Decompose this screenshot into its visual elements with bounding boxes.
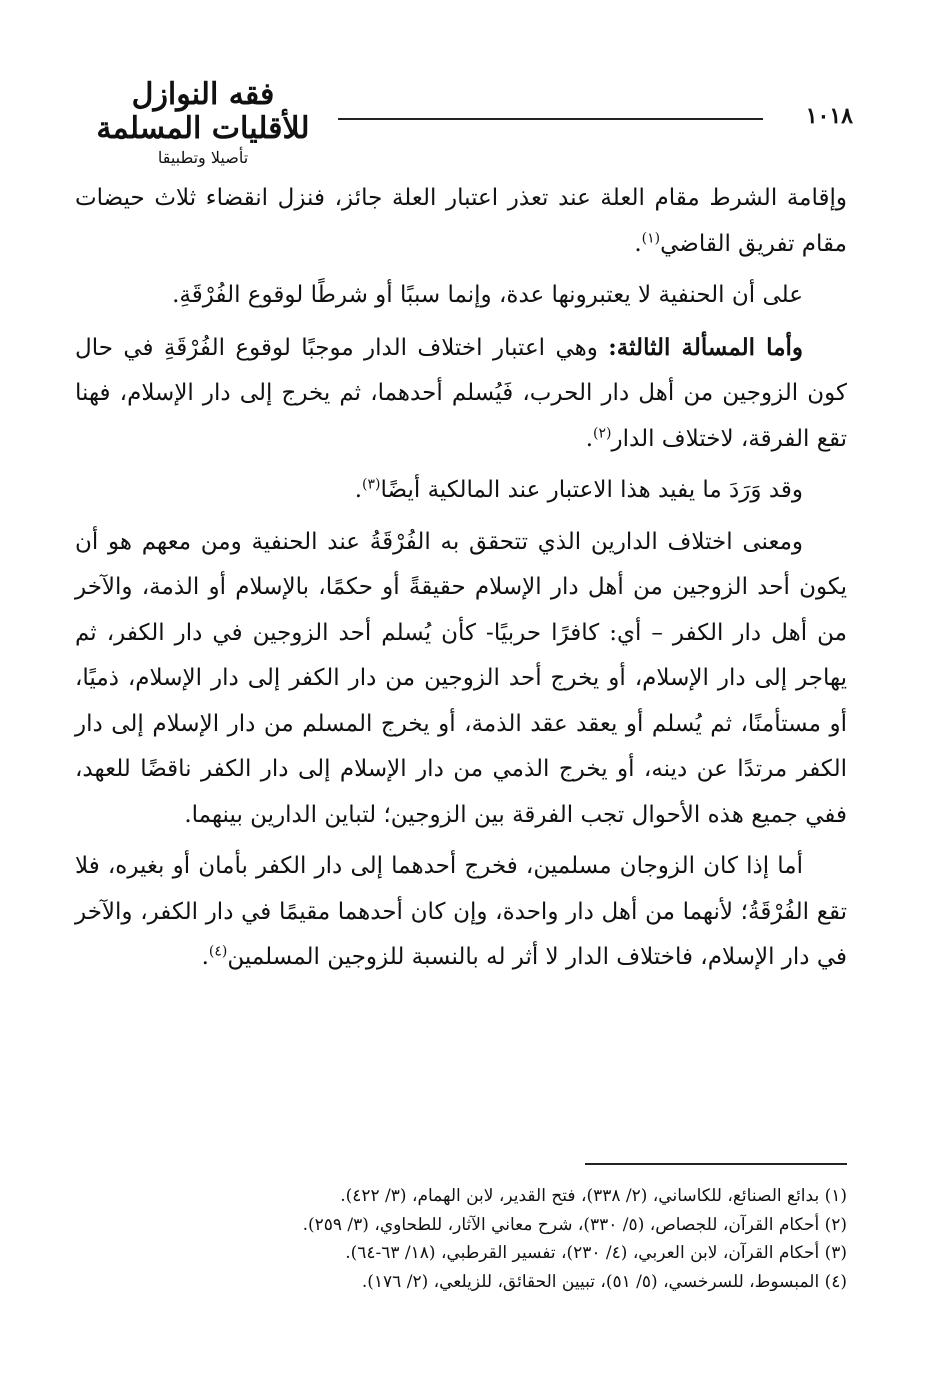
footnote: (١) بدائع الصنائع، للكاساني، (٢/ ٣٣٨)، فتح القدير، لابن الهمام، (٣/ ٤٢٢).: [340, 1186, 847, 1206]
paragraph: [75, 520, 847, 839]
footnotes: [87, 1182, 847, 1296]
header-rule: [338, 118, 763, 120]
paragraph-text: وقد وَرَدَ ما يفيد هذا الاعتبار عند المالكية أيضًا: [380, 477, 803, 503]
paragraph: [75, 468, 847, 514]
main-text: [75, 176, 847, 987]
paragraph-end: .: [354, 477, 363, 503]
paragraph: [75, 273, 847, 319]
footnote: (٣) أحكام القرآن، لابن العربي، (٤/ ٢٣٠)، تفسير القرطبي، (١٨/ ٦٣-٦٤).: [345, 1243, 847, 1263]
footnote: (٤) المبسوط، للسرخسي، (٥/ ٥١)، تبيين الحقائق، للزيلعي، (٢/ ١٧٦).: [361, 1271, 847, 1292]
paragraph-text: وهي اعتبار اختلاف الدار موجبًا لوقوع الفُرْقَةِ في حال كون الزوجين من أهل دار الحرب، فَيُسلم أحدهما، ثم يخرج إلى دار الإسلام، فهنا تقع الفرقة، لاختلاف الدار: [75, 334, 847, 452]
book-title-block: [78, 78, 328, 168]
footnote-ref: (٤): [208, 943, 228, 960]
paragraph-text: على أن الحنفية لا يعتبرونها عدة، وإنما سببًا أو شرطًا لوقوع الفُرْقَةِ.: [172, 282, 803, 308]
paragraph: [75, 325, 847, 463]
paragraph-end: .: [634, 230, 642, 257]
page-header: [78, 77, 853, 167]
paragraph-text: وإقامة الشرط مقام العلة عند تعذر اعتبار العلة جائز، فنزل انقضاء ثلاث حيضات مقام تفريق القاضي: [75, 185, 847, 257]
paragraph-text: ومعنى اختلاف الدارين الذي تتحقق به الفُرْقَةُ عند الحنفية ومن معهم هو أن يكون أحد الزوجين من أهل دار الإسلام حقيقةً أو حكمًا، بالإسلام أو الذمة، والآخر من أهل دار الكفر – أي: كافرًا حربيًا- كأن يُسلم أحد الزوجين في دار الكفر، ثم يهاجر إلى دار الإسلام، أو يخرج أحد الزوجين من دار الكفر إلى دار الإسلام، ذميًا، أو مستأمنًا، ثم يُسلم أو يعقد عقد الذمة، أو يخرج المسلم من دار الإسلام إلى دار الكفر مرتدًا عن دينه، أو يخرج الذمي من دار الإسلام إلى دار الكفر ناقضًا للعهد، ففي جميع هذه الأحوال تجب الفرقة بين الزوجين؛ لتباين الدارين بينهما.: [75, 528, 847, 828]
paragraph: [75, 176, 847, 267]
book-title: فقه النوازل للأقليات المسلمة: [96, 77, 310, 146]
paragraph-end: .: [585, 425, 594, 452]
footnote-ref: (٣): [362, 476, 381, 493]
footnote-ref: (١): [641, 229, 661, 246]
paragraph: [75, 844, 847, 981]
section-lead: وأما المسألة الثالثة:: [608, 333, 804, 361]
paragraph-end: .: [201, 944, 209, 970]
book-subtitle: تأصيلا وتطبيقا: [157, 148, 249, 167]
paragraph-text: أما إذا كان الزوجان مسلمين، فخرج أحدهما إلى دار الكفر بأمان أو بغيره، فلا تقع الفُرْقَةُ؛ لأنهما من أهل دار واحدة، وإن كان أحدهما مقيمًا في دار الكفر، والآخر في دار الإسلام، فاختلاف الدار لا أثر له بالنسبة للزوجين المسلمين: [75, 853, 847, 970]
footnote-rule: [585, 1163, 847, 1165]
footnote-ref: (٢): [593, 424, 612, 441]
footnote: (٢) أحكام القرآن، للجصاص، (٥/ ٣٣٠)، شرح معاني الآثار، للطحاوي، (٣/ ٢٥٩).: [302, 1214, 847, 1235]
page-number: ١٠١٨: [805, 103, 853, 129]
